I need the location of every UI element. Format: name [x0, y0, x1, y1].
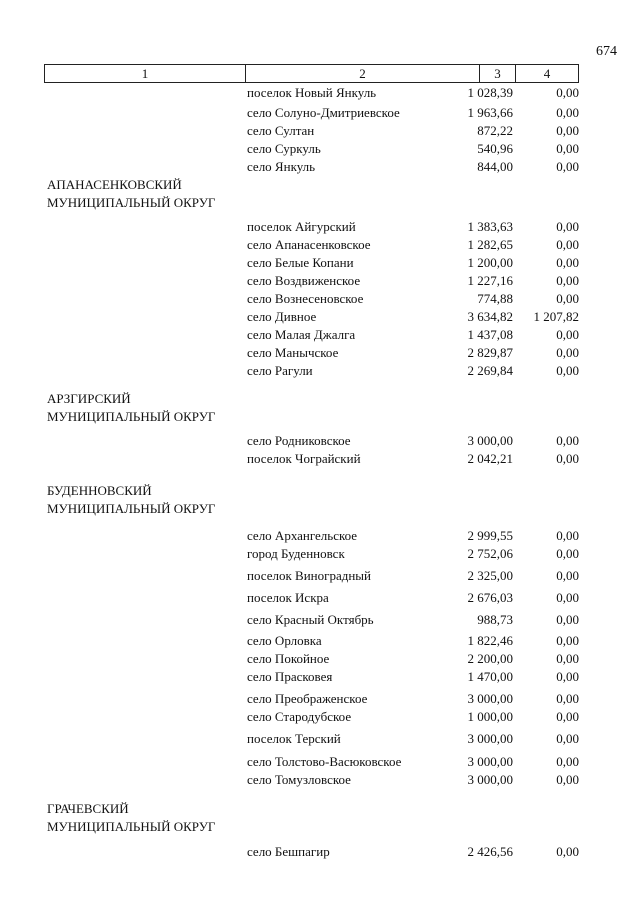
value-col-3: 540,96 [477, 141, 513, 156]
value-col-4: 0,00 [556, 85, 579, 100]
value-col-4: 0,00 [556, 105, 579, 120]
value-col-4: 0,00 [556, 528, 579, 543]
value-col-3: 1 282,65 [467, 237, 513, 252]
table-row [0, 308, 639, 325]
settlement-name: село Толстово-Васюковское [247, 754, 402, 769]
district-type: МУНИЦИПАЛЬНЫЙ ОКРУГ [47, 195, 216, 210]
value-col-3: 1 437,08 [467, 327, 513, 342]
settlement-name: село Прасковея [247, 669, 333, 684]
table-row [0, 254, 639, 271]
value-col-3: 2 200,00 [467, 651, 513, 666]
district-name: БУДЕННОВСКИЙ [47, 483, 152, 498]
value-col-3: 1 200,00 [467, 255, 513, 270]
table-row [0, 545, 639, 562]
value-col-4: 0,00 [556, 273, 579, 288]
header-col-4: 4 [516, 65, 579, 83]
value-col-3: 1 028,39 [467, 85, 513, 100]
settlement-name: село Апанасенковское [247, 237, 371, 252]
district-type: МУНИЦИПАЛЬНЫЙ ОКРУГ [47, 409, 216, 424]
settlement-name: поселок Искра [247, 590, 329, 605]
settlement-name: поселок Айгурский [247, 219, 356, 234]
table-row [0, 158, 639, 175]
value-col-3: 2 426,56 [467, 844, 513, 859]
value-col-3: 3 000,00 [467, 772, 513, 787]
value-col-4: 0,00 [556, 731, 579, 746]
table-row [0, 140, 639, 157]
value-col-3: 1 227,16 [467, 273, 513, 288]
settlement-name: село Бешпагир [247, 844, 330, 859]
settlement-name: село Малая Джалга [247, 327, 356, 342]
value-col-4: 0,00 [556, 433, 579, 448]
value-col-4: 0,00 [556, 219, 579, 234]
value-col-3: 3 000,00 [467, 433, 513, 448]
settlement-name: село Томузловское [247, 772, 351, 787]
table-row [0, 272, 639, 289]
district-heading [47, 482, 267, 518]
value-col-3: 1 822,46 [467, 633, 513, 648]
table-row [0, 730, 639, 747]
table-row [0, 611, 639, 628]
value-col-3: 2 042,21 [467, 451, 513, 466]
table-row [0, 567, 639, 584]
value-col-4: 0,00 [556, 590, 579, 605]
settlement-name: село Суркуль [247, 141, 321, 156]
value-col-4: 0,00 [556, 237, 579, 252]
settlement-name: село Солуно-Дмитриевское [247, 105, 400, 120]
settlement-name: село Покойное [247, 651, 330, 666]
value-col-4: 0,00 [556, 772, 579, 787]
district-type: МУНИЦИПАЛЬНЫЙ ОКРУГ [47, 501, 216, 516]
table-row [0, 843, 639, 860]
value-col-3: 3 000,00 [467, 691, 513, 706]
table-row [0, 690, 639, 707]
table-row [0, 344, 639, 361]
value-col-4: 0,00 [556, 709, 579, 724]
value-col-3: 3 000,00 [467, 754, 513, 769]
table-row [0, 218, 639, 235]
value-col-4: 0,00 [556, 345, 579, 360]
settlement-name: село Белые Копани [247, 255, 354, 270]
value-col-4: 0,00 [556, 327, 579, 342]
value-col-4: 0,00 [556, 363, 579, 378]
value-col-4: 0,00 [556, 754, 579, 769]
settlement-name: село Дивное [247, 309, 317, 324]
value-col-4: 0,00 [556, 123, 579, 138]
settlement-name: село Воздвиженское [247, 273, 361, 288]
table-row [0, 632, 639, 649]
value-col-4: 0,00 [556, 141, 579, 156]
value-col-4: 0,00 [556, 669, 579, 684]
settlement-name: поселок Терский [247, 731, 341, 746]
settlement-name: село Красный Октябрь [247, 612, 374, 627]
value-col-4: 0,00 [556, 612, 579, 627]
settlement-name: село Орловка [247, 633, 322, 648]
header-col-1: 1 [45, 65, 246, 83]
value-col-4: 0,00 [556, 633, 579, 648]
value-col-3: 988,73 [477, 612, 513, 627]
value-col-4: 0,00 [556, 691, 579, 706]
value-col-4: 0,00 [556, 651, 579, 666]
value-col-3: 3 000,00 [467, 731, 513, 746]
district-type: МУНИЦИПАЛЬНЫЙ ОКРУГ [47, 819, 216, 834]
district-heading [47, 176, 267, 212]
settlement-name: поселок Чограйский [247, 451, 361, 466]
value-col-3: 3 634,82 [467, 309, 513, 324]
settlement-name: село Вознесеновское [247, 291, 364, 306]
value-col-4: 0,00 [556, 159, 579, 174]
value-col-4: 0,00 [556, 255, 579, 270]
settlement-name: село Манычское [247, 345, 339, 360]
district-name: АПАНАСЕНКОВСКИЙ [47, 177, 182, 192]
value-col-3: 1 963,66 [467, 105, 513, 120]
settlement-name: село Янкуль [247, 159, 316, 174]
table-row [0, 650, 639, 667]
table-row [0, 450, 639, 467]
settlement-name: село Султан [247, 123, 315, 138]
value-col-4: 0,00 [556, 568, 579, 583]
table-row [0, 432, 639, 449]
value-col-3: 2 269,84 [467, 363, 513, 378]
table-row [0, 326, 639, 343]
value-col-4: 0,00 [556, 844, 579, 859]
table-row [0, 708, 639, 725]
settlement-name: село Рагули [247, 363, 313, 378]
page-number: 674 [596, 44, 617, 59]
district-heading [47, 390, 267, 426]
value-col-4: 0,00 [556, 291, 579, 306]
value-col-3: 774,88 [477, 291, 513, 306]
value-col-3: 1 000,00 [467, 709, 513, 724]
table-row [0, 122, 639, 139]
value-col-3: 2 325,00 [467, 568, 513, 583]
value-col-4: 1 207,82 [533, 309, 579, 324]
district-name: ГРАЧЕВСКИЙ [47, 801, 129, 816]
table-row [0, 104, 639, 121]
district-heading [47, 800, 267, 836]
settlement-name: село Родниковское [247, 433, 351, 448]
table-row [0, 290, 639, 307]
value-col-4: 0,00 [556, 546, 579, 561]
value-col-3: 1 383,63 [467, 219, 513, 234]
district-name: АРЗГИРСКИЙ [47, 391, 131, 406]
value-col-3: 872,22 [477, 123, 513, 138]
settlement-name: город Буденновск [247, 546, 345, 561]
table-row [0, 84, 639, 101]
table-row [0, 771, 639, 788]
table-row [0, 527, 639, 544]
value-col-3: 2 752,06 [467, 546, 513, 561]
value-col-3: 844,00 [477, 159, 513, 174]
value-col-3: 2 829,87 [467, 345, 513, 360]
value-col-4: 0,00 [556, 451, 579, 466]
table-row [0, 753, 639, 770]
table-row [0, 589, 639, 606]
header-col-2: 2 [246, 65, 480, 83]
settlement-name: село Преображенское [247, 691, 368, 706]
settlement-name: село Стародубское [247, 709, 352, 724]
value-col-3: 2 999,55 [467, 528, 513, 543]
value-col-3: 2 676,03 [467, 590, 513, 605]
settlement-name: поселок Виноградный [247, 568, 371, 583]
settlement-name: село Архангельское [247, 528, 358, 543]
settlement-name: поселок Новый Янкуль [247, 85, 377, 100]
table-row [0, 362, 639, 379]
table-row [0, 236, 639, 253]
value-col-3: 1 470,00 [467, 669, 513, 684]
header-col-3: 3 [480, 65, 516, 83]
table-row [0, 668, 639, 685]
